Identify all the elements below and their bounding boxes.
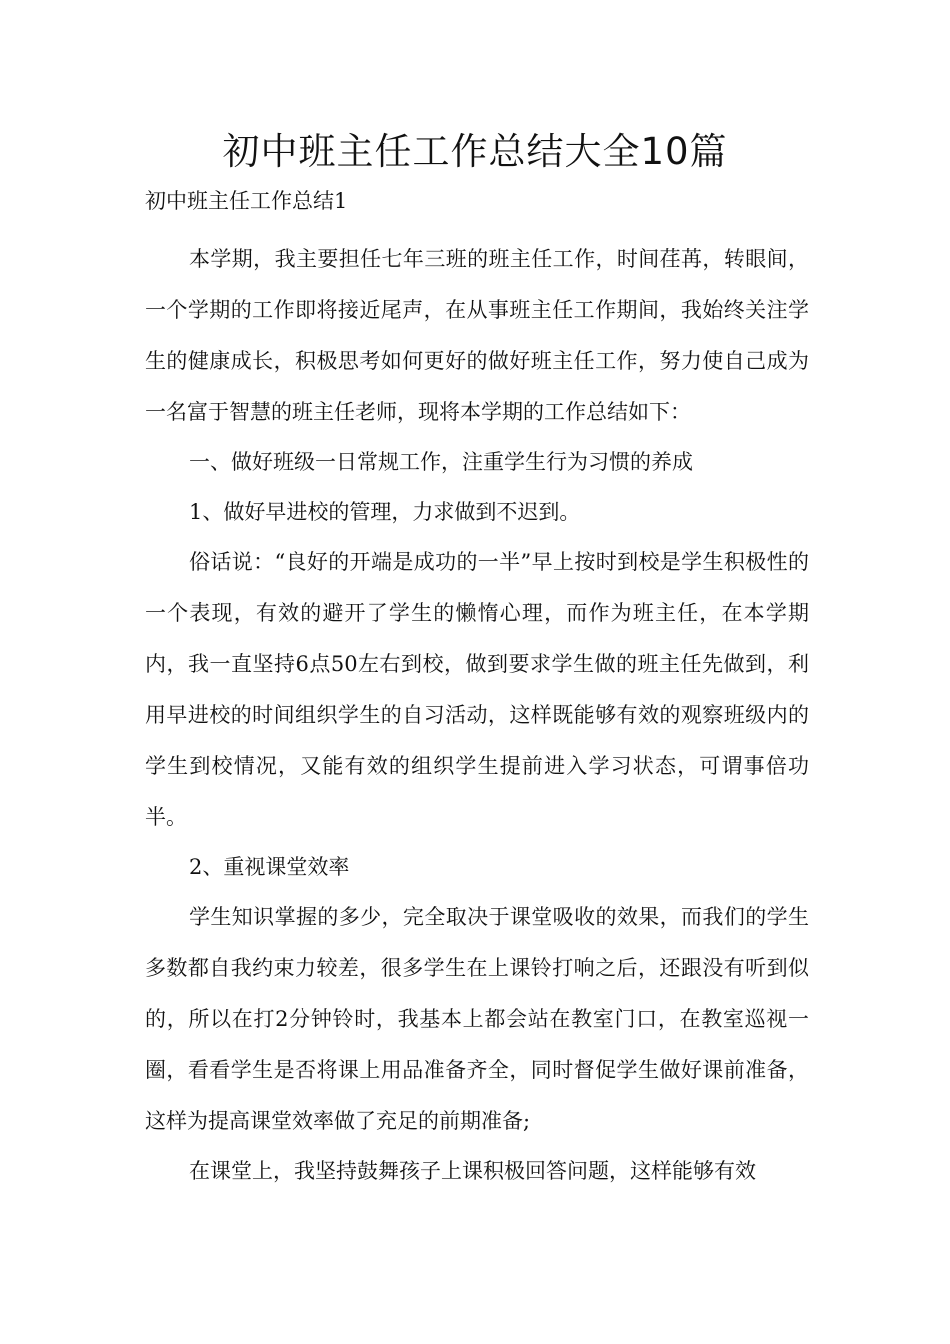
section-heading: 一、做好班级一日常规工作，注重学生行为习惯的养成 bbox=[189, 450, 693, 474]
paragraph: 本学期，我主要担任七年三班的班主任工作，时间荏苒，转眼间，一个学期的工作即将接近尾声，在从事班主任工作期间，我始终关注学生的健康成长，积极思考如何更好的做好班主任工作，努力使自己成为一名富于智慧的班主任老师，现将本学期的工作总结如下： bbox=[145, 247, 809, 424]
subsection-heading: 1、做好早进校的管理，力求做到不迟到。 bbox=[189, 500, 581, 524]
document-body bbox=[145, 234, 809, 1196]
section-subtitle: 初中班主任工作总结1 bbox=[145, 189, 348, 213]
paragraph: 在课堂上，我坚持鼓舞孩子上课积极回答问题，这样能够有效 bbox=[189, 1159, 756, 1183]
document-title: 初中班主任工作总结大全10篇 bbox=[222, 130, 728, 173]
paragraph: 学生知识掌握的多少，完全取决于课堂吸收的效果，而我们的学生多数都自我约束力较差，很多学生在上课铃打响之后，还跟没有听到似的，所以在打2分钟铃时，我基本上都会站在教室门口，在教室巡视一圈，看看学生是否将课上用品准备齐全，同时督促学生做好课前准备，这样为提高课堂效率做了充足的前期准备; bbox=[145, 905, 809, 1133]
paragraph: 俗话说：“良好的开端是成功的一半”早上按时到校是学生积极性的一个表现，有效的避开了学生的懒惰心理，而作为班主任，在本学期内，我一直坚持6点50左右到校，做到要求学生做的班主任先做到，利用早进校的时间组织学生的自习活动，这样既能够有效的观察班级内的学生到校情况，又能有效的组织学生提前进入学习状态，可谓事倍功半。 bbox=[145, 550, 809, 829]
subsection-heading: 2、重视课堂效率 bbox=[189, 855, 350, 879]
